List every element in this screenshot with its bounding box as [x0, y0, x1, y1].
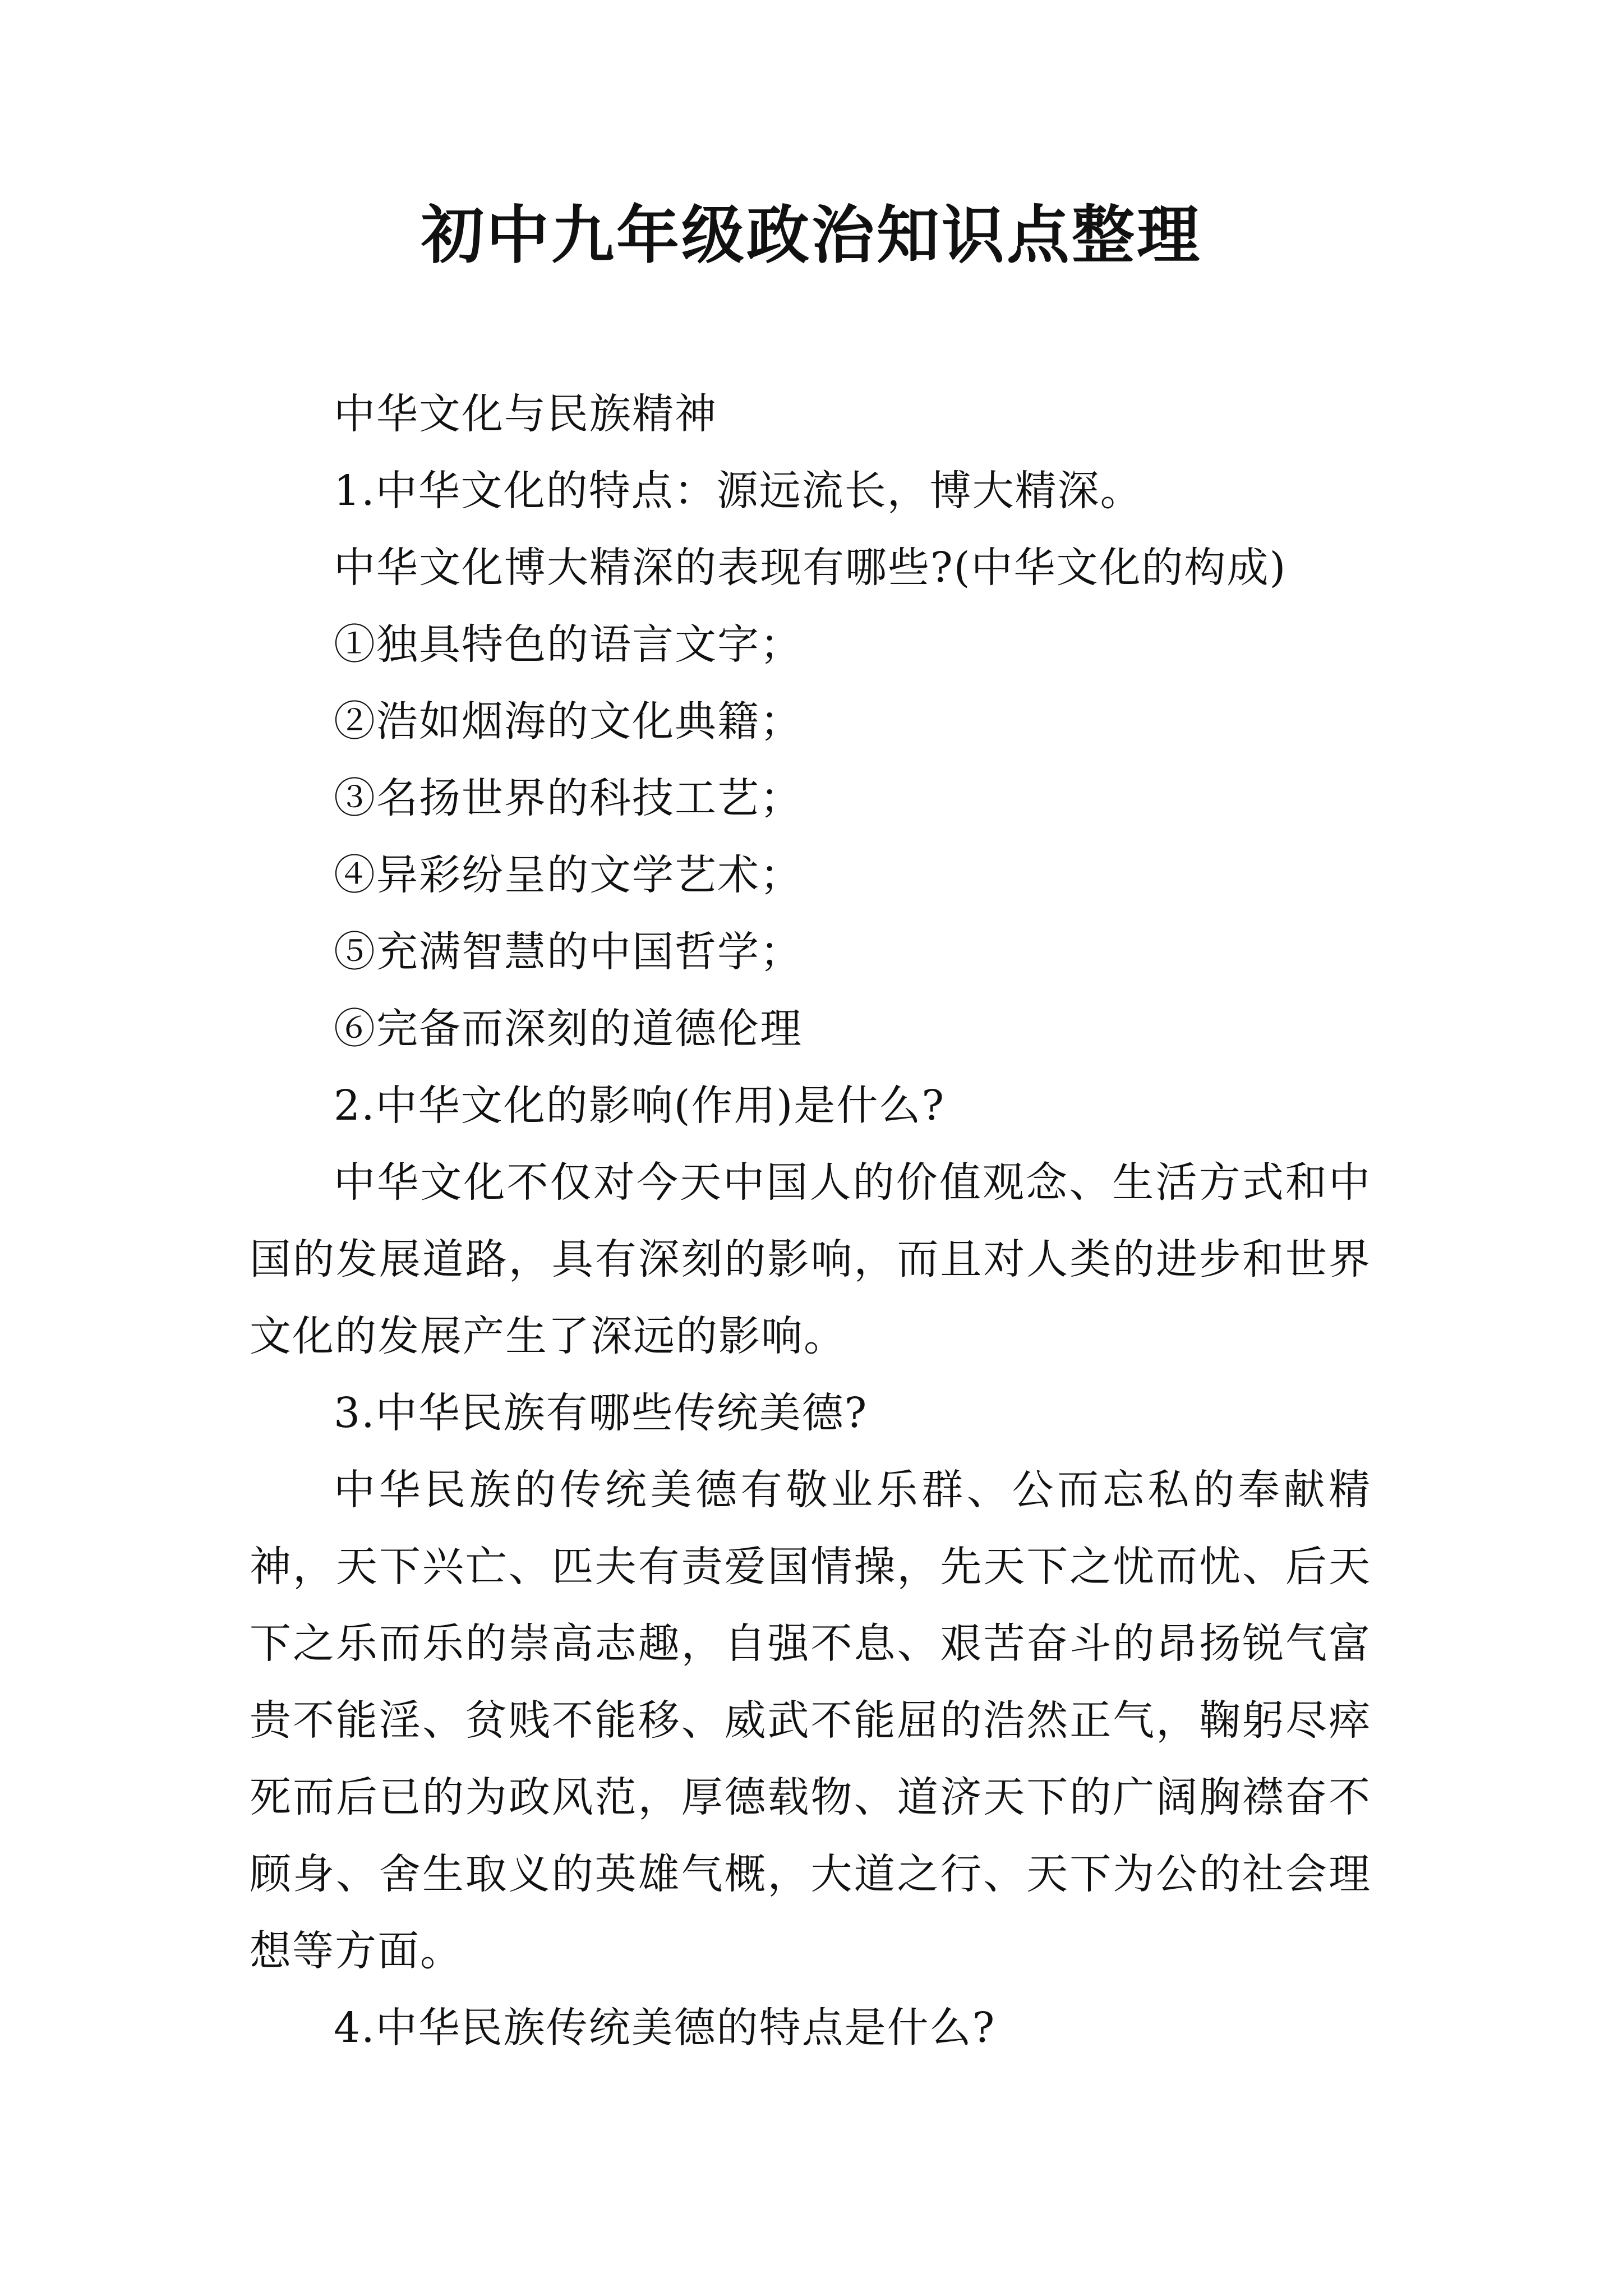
list-item: ⑤充满智慧的中国哲学；: [334, 928, 803, 976]
list-item: ⑥完备而深刻的道德伦理: [334, 1005, 803, 1053]
paragraph: 1.中华文化的特点：源远流长，博大精深。: [334, 467, 1143, 515]
paragraph: 中华文化博大精深的表现有哪些?(中华文化的构成): [334, 544, 1287, 592]
list-item: ④异彩纷呈的文学艺术；: [334, 851, 803, 899]
list-item: ②浩如烟海的文化典籍；: [334, 697, 803, 746]
question: 4.中华民族传统美德的特点是什么?: [334, 2004, 996, 2052]
question: 3.中华民族有哪些传统美德?: [334, 1389, 868, 1437]
document-title: 初中九年级政治知识点整理: [421, 199, 1202, 272]
document-body: [250, 376, 1371, 2067]
list-item: ①独具特色的语言文字；: [334, 620, 803, 669]
list-item: ③名扬世界的科技工艺；: [334, 774, 803, 822]
question: 2.中华文化的影响(作用)是什么?: [334, 1082, 946, 1130]
paragraph: 中华文化不仅对今天中国人的价值观念、生活方式和中国的发展道路，具有深刻的影响，而且对人类的进步和世界文化的发展产生了深远的影响。: [250, 1158, 1371, 1360]
section-heading: 中华文化与民族精神: [334, 390, 717, 438]
paragraph: 中华民族的传统美德有敬业乐群、公而忘私的奉献精神，天下兴亡、匹夫有责爱国情操，先天下之忧而忧、后天下之乐而乐的崇高志趣，自强不息、艰苦奋斗的昂扬锐气富贵不能淫、贫贱不能移、威武不能屈的浩然正气，鞠躬尽瘁死而后已的为政风范，厚德载物、道济天下的广阔胸襟奋不顾身、舍生取义的英雄气概，大道之行、天下为公的社会理想等方面。: [250, 1466, 1371, 1975]
